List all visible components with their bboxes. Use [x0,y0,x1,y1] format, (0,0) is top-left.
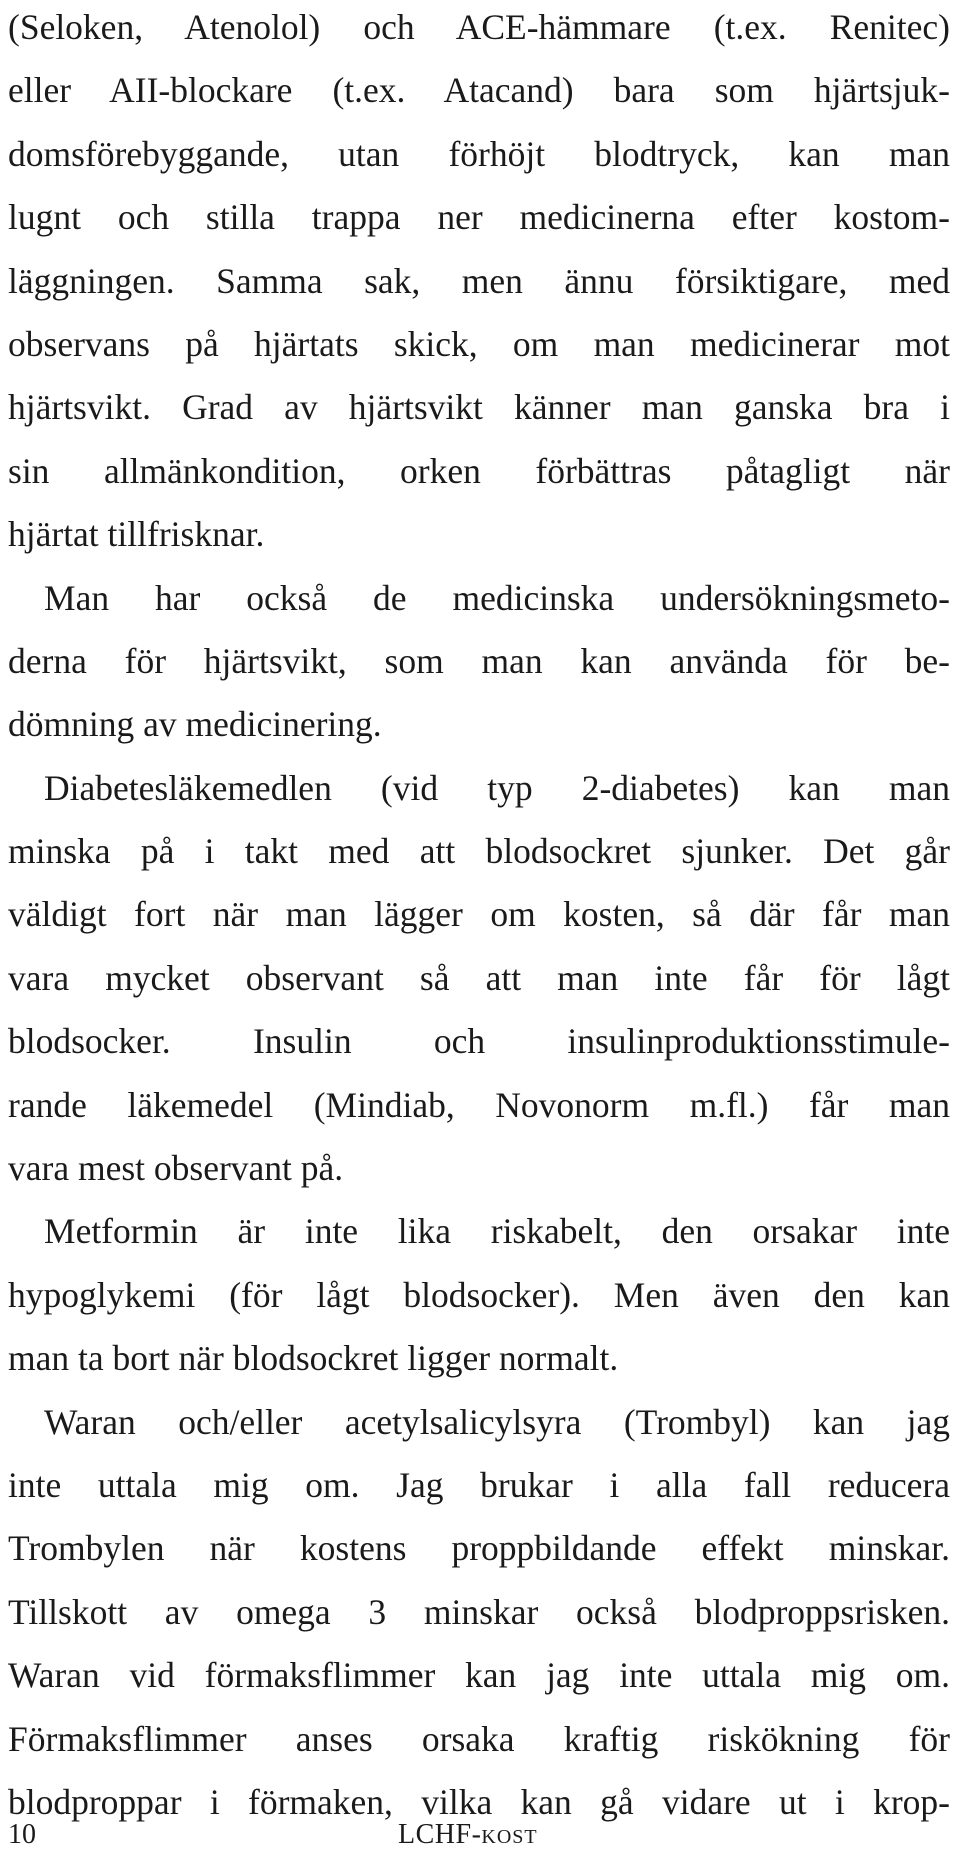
text-line: man ta bort när blodsockret ligger normalt. [8,1338,619,1379]
text-line: eller AII-blockare (t.ex. Atacand) bara som hjärtsjuk- [8,70,950,111]
text-line: (Seloken, Atenolol) och ACE-hämmare (t.ex. Renitec) [8,7,950,47]
body-text [8,2,950,1840]
text-line: domsförebyggande, utan förhöjt blodtryck, kan man [8,133,950,174]
running-title-main: LCHF- [398,1819,482,1850]
text-line: observans på hjärtats skick, om man medicinerar mot [8,323,950,364]
text-line: Trombylen när kostens proppbildande effekt minskar. [8,1528,950,1569]
text-line: läggningen. Samma sak, men ännu försiktigare, med [8,260,950,301]
text-line: inte uttala mig om. Jag brukar i alla fall reducera [8,1464,950,1505]
paragraph-first-line: Metformin är inte lika riskabelt, den orsakar inte [44,1211,950,1252]
text-line: hjärtat tillfrisknar. [8,514,265,555]
text-line: vara mest observant på. [8,1148,344,1189]
running-title [398,1817,538,1855]
text-line: vara mycket observant så att man inte får för lågt [8,957,950,998]
text-line: hjärtsvikt. Grad av hjärtsvikt känner man ganska bra i [8,387,950,428]
text-line: Tillskott av omega 3 minskar också blodproppsrisken. [8,1591,950,1632]
text-line: Waran vid förmaksflimmer kan jag inte uttala mig om. [8,1655,950,1696]
text-line: blodsocker. Insulin och insulinproduktionsstimule- [8,1021,950,1062]
paragraph-first-line: Waran och/eller acetylsalicylsyra (Trombyl) kan jag [44,1401,950,1442]
text-line: rande läkemedel (Mindiab, Novonorm m.fl.) får man [8,1084,950,1125]
paragraph-first-line: Man har också de medicinska undersökningsmeto- [44,577,950,618]
text-line: väldigt fort när man lägger om kosten, så där får man [8,894,950,935]
text-line: minska på i takt med att blodsockret sjunker. Det går [8,831,950,872]
text-line: Förmaksflimmer anses orsaka kraftig riskökning för [8,1718,950,1759]
paragraph-first-line: Diabetesläkemedlen (vid typ 2-diabetes) kan man [44,767,950,808]
page-number: 10 [8,1819,36,1850]
text-line: lugnt och stilla trappa ner medicinerna efter kostom- [8,197,950,238]
text-line: derna för hjärtsvikt, som man kan använda för be- [8,640,950,681]
text-line: dömning av medicinering. [8,704,382,745]
text-line: blodproppar i förmaken, vilka kan gå vidare ut i krop- [8,1781,950,1822]
page-footer [8,1817,950,1853]
text-line: hypoglykemi (för lågt blodsocker). Men även den kan [8,1274,950,1315]
text-line: sin allmänkondition, orken förbättras påtagligt när [8,450,950,491]
running-title-smallcaps: KOST [481,1826,538,1848]
